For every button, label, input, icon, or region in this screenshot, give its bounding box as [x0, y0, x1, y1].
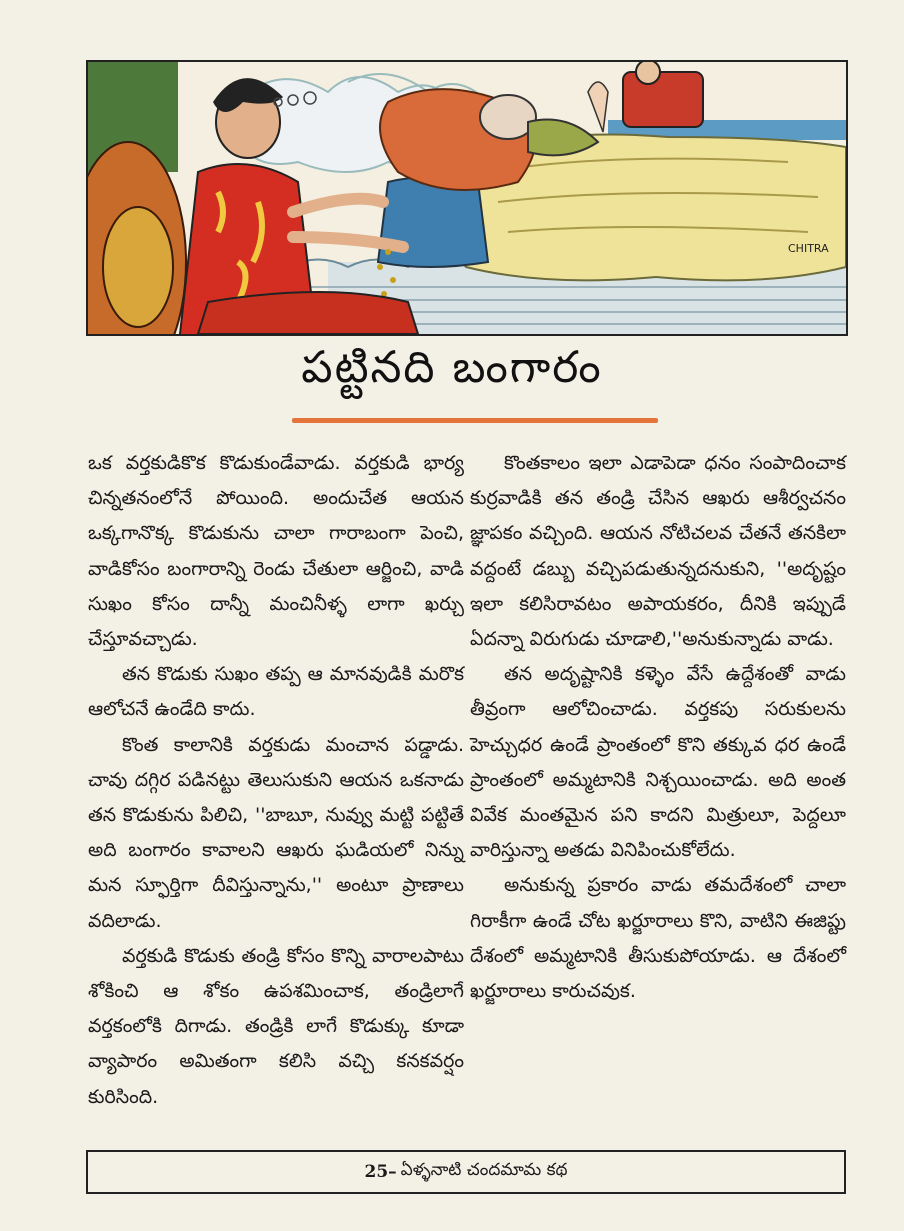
- left-column: [88, 446, 464, 1115]
- illustration-signature: CHITRA: [788, 242, 829, 255]
- title-underline: [292, 418, 658, 423]
- paragraph: అనుకున్న ప్రకారం వాడు తమదేశంలో చాలా గిరాకీగా ఉండే చోట ఖర్జూరాలు కొని, వాటిని ఈజిప్టు దేశంలో అమ్మటానికి తీసుకుపోయాడు. ఆ దేశంలో ఖర్జూరాలు కారుచవుక.: [470, 874, 846, 1003]
- paragraph: తన అదృష్టానికి కళ్ళెం వేసే ఉద్దేశంతో వాడు తీవ్రంగా ఆలోచించాడు. వర్తకపు సరుకులను హెచ్చుధర ఉండే ప్రాంతంలో కొని తక్కువ ధర ఉండే ప్రాంతంలో అమ్మటానికి నిశ్చయించాడు. అది అంత వివేక మంతమైన పని కాదని మిత్రులూ, పెద్దలూ వారిస్తున్నా అతడు వినిపించుకోలేదు.: [470, 663, 846, 862]
- paragraph: కొంత కాలానికి వర్తకుడు మంచాన పడ్డాడు. చావు దగ్గిర పడినట్టు తెలుసుకుని ఆయన ఒకనాడు తన కొడుకును పిలిచి, ''బాబూ, నువ్వు మట్టి పట్టితే అది బంగారం కావాలని ఆఖరు ఘడియలో నిన్ను మన స్ఫూర్తిగా దీవిస్తున్నాను,'' అంటూ ప్రాణాలు వదిలాడు.: [88, 733, 464, 932]
- story-title: పట్టినది బంగారం: [301, 342, 603, 393]
- right-column: [470, 446, 846, 1009]
- story-illustration: [86, 60, 848, 336]
- paragraph: వర్తకుడి కొడుకు తండ్రి కోసం కొన్ని వారాలపాటు శోకించి ఆ శోకం ఉపశమించాక, తండ్రిలాగే వర్తకంలోకి దిగాడు. తండ్రికి లాగే కొడుక్కు కూడా వ్యాపారం అమితంగా కలిసి వచ్చి కనకవర్షం కురిసింది.: [88, 944, 464, 1108]
- page-number: 25–: [364, 1162, 397, 1182]
- paragraph: కొంతకాలం ఇలా ఎడాపెడా ధనం సంపాదించాక కుర్రవాడికి తన తండ్రి చేసిన ఆఖరు ఆశీర్వచనం జ్ఞాపకం వచ్చింది. ఆయన నోటిచలవ చేతనే తనకిలా వద్దంటే డబ్బు వచ్చిపడుతున్నదనుకుని, ''అదృష్టం ఇలా కలిసిరావటం అపాయకరం, దీనికి ఇప్పుడే ఏదన్నా విరుగుడు చూడాలి,''అనుకున్నాడు వాడు.: [470, 452, 846, 651]
- illustration-drawing: [88, 62, 846, 334]
- paragraph: తన కొడుకు సుఖం తప్ప ఆ మానవుడికి మరొక ఆలోచనే ఉండేది కాదు.: [88, 663, 464, 721]
- paragraph: ఒక వర్తకుడికొక కొడుకుండేవాడు. వర్తకుడి భార్య చిన్నతనంలోనే పోయింది. అందుచేత ఆయన ఒక్కగానొక్క కొడుకును చాలా గారాబంగా పెంచి, వాడికోసం బంగారాన్ని రెండు చేతులా ఆర్జించి, వాడి సుఖం కోసం దాన్నీ మంచినీళ్ళ లాగా ఖర్చు చేస్తూవచ్చాడు.: [88, 452, 464, 651]
- footer-caption: ఏళ్ళనాటి చందమామ కథ: [400, 1160, 568, 1180]
- page-footer: [86, 1150, 846, 1194]
